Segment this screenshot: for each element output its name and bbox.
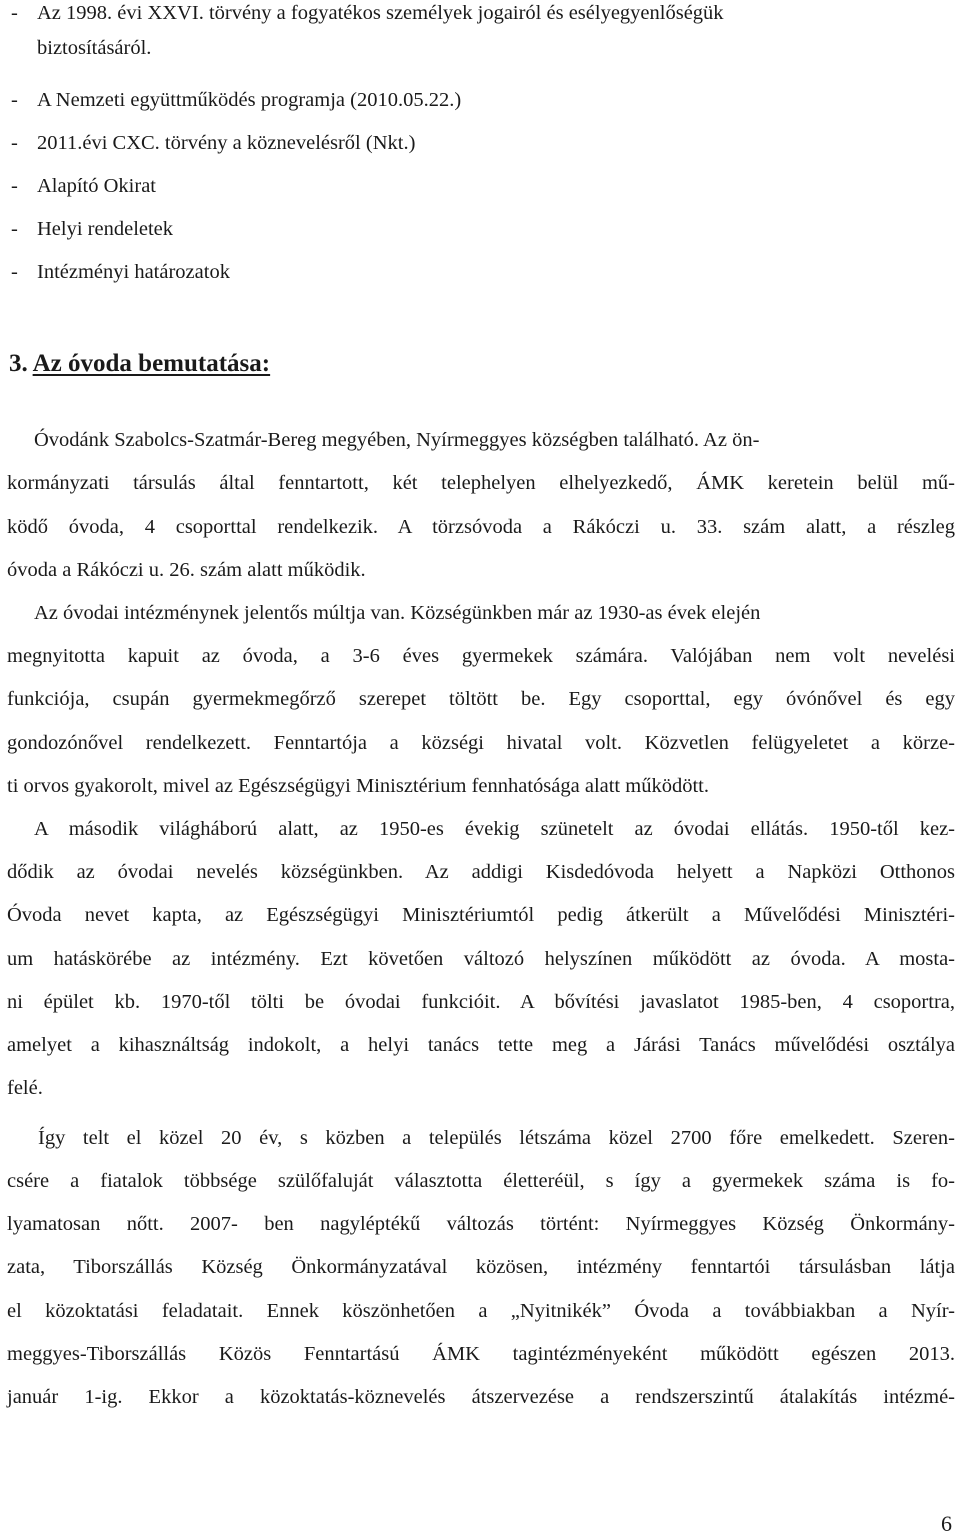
paragraph-line: csére a fiatalok többsége szülőfaluját választotta életteréül, s így a gyermekek száma is fo- (7, 1170, 955, 1192)
list-dash: - (11, 2, 18, 24)
list-item (11, 216, 959, 242)
list-item-text: Az 1998. évi XXVI. törvény a fogyatékos személyek jogairól és esélyegyenlőségük (37, 2, 724, 24)
list-dash: - (11, 132, 18, 154)
list-item-text: Alapító Okirat (37, 175, 156, 197)
list-item-text: Helyi rendeletek (37, 218, 174, 240)
paragraph-line: Óvodánk Szabolcs-Szatmár-Bereg megyében, Nyírmeggyes községben található. Az ön- (34, 429, 760, 451)
list-item (11, 259, 959, 285)
paragraph-line: Az óvodai intézménynek jelentős múltja van. Községünkben már az 1930-as évek elején (34, 602, 761, 624)
list-item-text: 2011.évi CXC. törvény a köznevelésről (Nkt.) (37, 132, 416, 154)
paragraph-line: gondozónővel rendelkezett. Fenntartója a községi hivatal volt. Közvetlen felügyeletet a körze- (7, 732, 955, 754)
paragraph-line: kormányzati társulás által fenntartott, két telephelyen elhelyezkedő, ÁMK keretein belül mű- (7, 472, 955, 494)
paragraph-line: ti orvos gyakorolt, mivel az Egészségügyi Minisztérium fennhatósága alatt működött. (7, 775, 709, 797)
list-dash: - (11, 175, 18, 197)
list-item-text: Intézményi határozatok (37, 261, 230, 283)
list-item-continuation: biztosításáról. (37, 37, 152, 59)
paragraph-line: január 1-ig. Ekkor a közoktatás-köznevelés átszervezése a rendszerszintű átalakítás intézmé- (7, 1386, 955, 1408)
paragraph-line: ni épület kb. 1970-től tölti be óvodai funkcióit. A bővítési javaslatot 1985-ben, 4 csoportra, (7, 991, 955, 1013)
paragraph-line: A második világháború alatt, az 1950-es évekig szünetelt az óvodai ellátás. 1950-től kez- (34, 818, 955, 840)
paragraph-line: Óvoda nevet kapta, az Egészségügyi Minisztériumtól pedig átkerült a Művelődési Minisztéri- (7, 904, 955, 926)
section-number: 3. (9, 350, 28, 377)
list-dash: - (11, 89, 18, 111)
paragraph-line: megnyitotta kapuit az óvoda, a 3-6 éves gyermekek számára. Valójában nem volt nevelési (7, 645, 955, 667)
section-heading (9, 348, 270, 380)
paragraph-line: um hatáskörébe az intézmény. Ezt követően változó helyszínen működött az óvoda. A mosta- (7, 948, 955, 970)
list-item (11, 0, 959, 26)
list-item (11, 87, 959, 113)
list-item (11, 173, 959, 199)
list-dash: - (11, 261, 18, 283)
list-item (11, 130, 959, 156)
paragraph-line: lyamatosan nőtt. 2007- ben nagyléptékű változás történt: Nyírmeggyes Község Önkormány- (7, 1213, 955, 1235)
paragraph-line: ködő óvoda, 4 csoporttal rendelkezik. A törzsóvoda a Rákóczi u. 33. szám alatt, a részleg (7, 516, 955, 538)
list-item-text: A Nemzeti együttműködés programja (2010.05.22.) (37, 89, 462, 111)
paragraph-line: funkciója, csupán gyermekmegőrző szerepet töltött be. Egy csoporttal, egy óvónővel és egy (7, 688, 955, 710)
section-title: Az óvoda bemutatása: (32, 350, 271, 377)
paragraph-line: el közoktatási feladatait. Ennek köszönhetően a „Nyitnikék” Óvoda a továbbiakban a Nyír- (7, 1300, 955, 1322)
page-number: 6 (941, 1511, 952, 1536)
list-dash: - (11, 218, 18, 240)
paragraph-line: felé. (7, 1077, 43, 1099)
paragraph-line: dődik az óvodai nevelés községünkben. Az addigi Kisdedóvoda helyett a Napközi Otthonos (7, 861, 955, 883)
paragraph-line: óvoda a Rákóczi u. 26. szám alatt működik. (7, 559, 366, 581)
paragraph-line: amelyet a kihasználtság indokolt, a helyi tanács tette meg a Járási Tanács művelődési osztálya (7, 1034, 955, 1056)
paragraph-line: Így telt el közel 20 év, s közben a település létszáma közel 2700 főre emelkedett. Szeren- (38, 1127, 955, 1149)
paragraph-line: zata, Tiborszállás Község Önkormányzatával közösen, intézmény fenntartói társulásban látja (7, 1256, 955, 1278)
paragraph-line: meggyes-Tiborszállás Közös Fenntartású ÁMK tagintézményeként működött egészen 2013. (7, 1343, 955, 1365)
